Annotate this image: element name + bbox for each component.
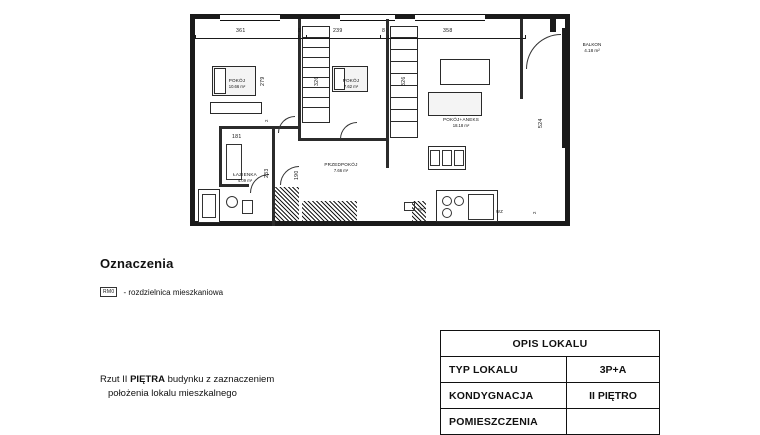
dim-top-8b: 8 — [382, 28, 386, 34]
toilet — [242, 200, 253, 214]
room-label-pokoj-2: POKÓJ 7.62 m² — [342, 78, 360, 89]
dim-181: 181 — [232, 134, 242, 140]
hob-burner-2 — [454, 196, 464, 206]
dim-tick — [195, 35, 196, 39]
caption — [100, 373, 420, 402]
room-label-pokoj-aneks: POKÓJ+ANEKS 18.18 m² — [442, 117, 480, 128]
dim-v-326a: 326 — [314, 76, 320, 86]
dim-v-2a: 2 — [264, 119, 269, 122]
room-label-pokoj-1: POKÓJ 10.66 m² — [228, 78, 246, 89]
furniture-chair-2 — [442, 150, 452, 166]
unit-description-table — [440, 330, 660, 435]
room-label-lazienka: ŁAZIENKA 4.09 m² — [233, 172, 257, 183]
furniture-wardrobe-1 — [210, 102, 262, 114]
legend-item-label: - rozdzielnica mieszkaniowa — [123, 287, 224, 297]
caption-line-2: położenia lokalu mieszkalnego — [108, 388, 237, 400]
table-key-kondygnacja: KONDYGNACJA — [441, 383, 567, 409]
dim-tick — [306, 35, 307, 39]
furniture-chair-1 — [430, 150, 440, 166]
dim-v-326b: 326 — [401, 76, 407, 86]
legend-row — [100, 287, 430, 297]
table-key-typ-lokalu: TYP LOKALU — [441, 357, 567, 383]
legend-title: Oznaczenia — [100, 256, 174, 271]
furniture-table-living — [440, 59, 490, 85]
distribution-board-icon: RM0 — [100, 287, 117, 297]
balcony-label: BALKON 4.18 m² — [582, 42, 602, 53]
table-row — [441, 409, 660, 435]
table-row — [441, 357, 660, 383]
table-key-pomieszczenia: POMIESZCZENIA — [441, 409, 567, 435]
dim-top-8a: 8 — [298, 28, 302, 34]
dimension-line-top — [195, 38, 525, 39]
dim-v-279: 279 — [260, 76, 266, 86]
furniture-chair-3 — [454, 150, 464, 166]
caption-post: budynku z zaznaczeniem — [164, 374, 275, 385]
dim-v-190: 190 — [294, 170, 300, 180]
dim-v-2b: 2 — [532, 211, 537, 214]
hob-burner-1 — [442, 196, 452, 206]
caption-bold: PIĘTRA — [130, 374, 165, 385]
dim-top-361: 361 — [236, 28, 246, 34]
table-header-cell: OPIS LOKALU — [441, 331, 660, 357]
distribution-board-marker — [404, 202, 415, 211]
dim-top-239: 239 — [333, 28, 343, 34]
door-room-2 — [340, 122, 357, 139]
table-value-typ-lokalu: 3P+A — [567, 357, 660, 383]
hatch-corridor-bottom — [302, 201, 357, 221]
internal-wall-9 — [219, 184, 249, 187]
dim-tick — [388, 35, 389, 39]
window-top-right — [415, 14, 485, 21]
wall-balcony-right — [562, 28, 566, 148]
label-wz: WZ — [496, 209, 504, 214]
wall-left — [190, 14, 195, 226]
door-room-1 — [278, 116, 295, 133]
label-wc: WC — [418, 207, 426, 212]
dim-top-358: 358 — [443, 28, 453, 34]
stairs-left — [302, 26, 330, 123]
floor-plan — [190, 4, 602, 226]
table-value-kondygnacja: II PIĘTRO — [567, 383, 660, 409]
caption-pre: Rzut II — [100, 374, 131, 385]
sink-bowl — [442, 208, 452, 218]
furniture-sofa — [428, 92, 482, 116]
dim-v-524: 524 — [538, 118, 544, 128]
window-top-left — [220, 14, 280, 21]
kitchen-cabinet — [468, 194, 494, 220]
hatch-entry — [275, 187, 299, 221]
wall-bottom — [190, 221, 570, 226]
dim-tick — [380, 35, 381, 39]
table-value-pomieszczenia — [567, 409, 660, 435]
caption-line-1 — [100, 373, 420, 387]
dim-tick — [298, 35, 299, 39]
internal-wall-7 — [386, 138, 389, 168]
legend — [100, 256, 430, 297]
dim-tick — [525, 35, 526, 39]
internal-wall-8 — [520, 19, 523, 99]
wall-right-outer — [550, 14, 556, 32]
shaft-left-inner — [202, 194, 216, 218]
washbasin — [226, 196, 238, 208]
table-row — [441, 383, 660, 409]
door-balcony — [526, 34, 561, 69]
table-header-row — [441, 331, 660, 357]
dim-v-233: 233 — [264, 168, 270, 178]
room-label-przedpokoj: PRZEDPOKÓJ 7.66 m² — [324, 162, 358, 173]
